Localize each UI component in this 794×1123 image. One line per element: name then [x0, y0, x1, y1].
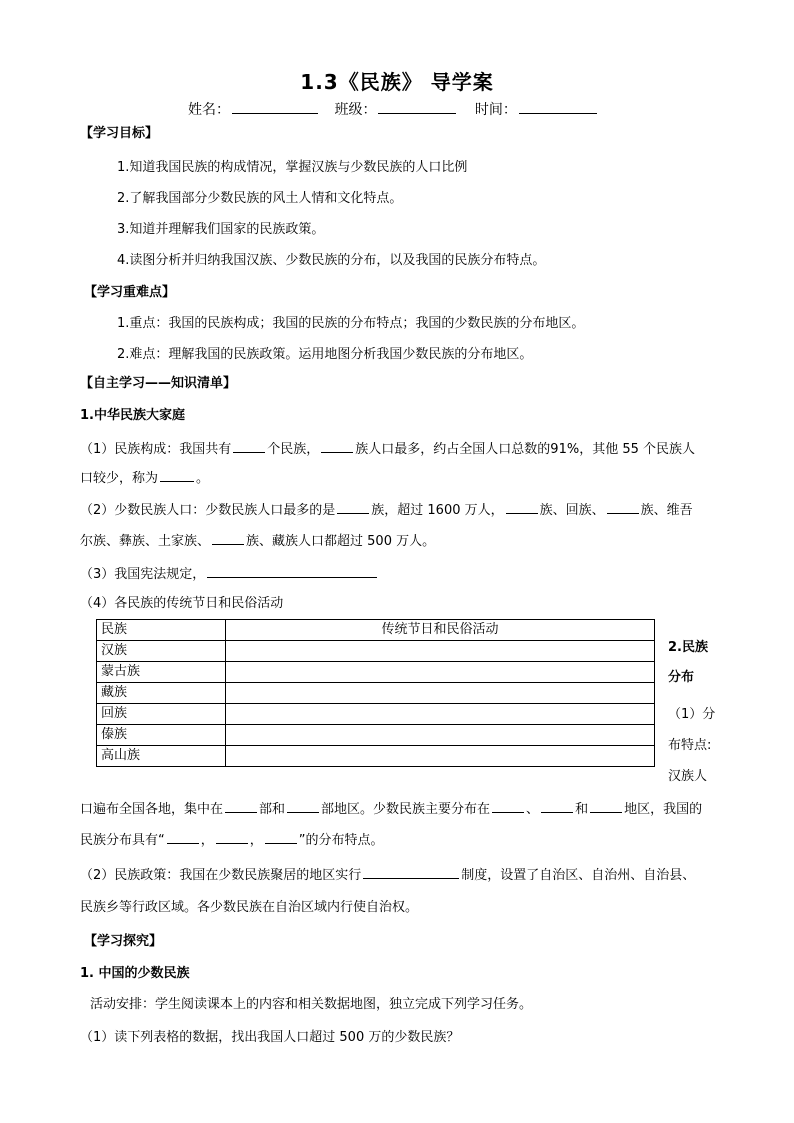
table-header: 民族	[97, 620, 226, 641]
fill-blank[interactable]	[225, 798, 257, 813]
question-text: 民族分布具有“	[80, 833, 165, 848]
question-text: 、	[526, 802, 540, 817]
side-text: 汉族人	[668, 769, 708, 784]
question-text: ，	[249, 833, 263, 848]
table-row	[97, 683, 655, 704]
question-text: 尔族、彝族、土家族、	[80, 534, 211, 549]
objective-item: 3.知道并理解我们国家的民族政策。	[117, 222, 325, 237]
question-text: 族，超过 1600 万人，	[371, 503, 504, 518]
question-text: ”的分布特点。	[298, 833, 384, 848]
table-header-row	[97, 620, 655, 641]
ethnic-cell: 高山族	[97, 746, 226, 767]
side-text: 布特点:	[668, 738, 712, 753]
ethnic-cell: 回族	[97, 704, 226, 725]
question-text: 口遍布全国各地，集中在	[80, 802, 224, 817]
fill-blank[interactable]	[212, 530, 244, 545]
time-label: 时间：	[474, 102, 517, 118]
objective-item: 2.了解我国部分少数民族的风土人情和文化特点。	[117, 191, 403, 206]
class-blank[interactable]	[378, 99, 456, 114]
section-title: 1.中华民族大家庭	[80, 408, 185, 423]
fill-blank[interactable]	[363, 864, 459, 879]
table-row	[97, 725, 655, 746]
ethnic-cell: 傣族	[97, 725, 226, 746]
name-blank[interactable]	[232, 99, 318, 114]
answer-cell[interactable]	[226, 746, 655, 767]
question-line	[80, 530, 435, 552]
section-title: 2.民族	[668, 640, 708, 655]
fill-blank[interactable]	[321, 438, 353, 453]
question-text: 个民族，	[267, 442, 320, 457]
class-label: 班级：	[334, 102, 377, 118]
section-title: 1. 中国的少数民族	[80, 966, 190, 981]
question-text: 和	[575, 802, 589, 817]
question-text: ，	[200, 833, 214, 848]
fill-blank[interactable]	[590, 798, 622, 813]
objectives-heading: 【学习目标】	[80, 126, 159, 141]
question-line	[80, 864, 695, 886]
fill-blank[interactable]	[337, 499, 369, 514]
ethnic-cell: 汉族	[97, 641, 226, 662]
table-row	[97, 746, 655, 767]
fill-blank[interactable]	[287, 798, 319, 813]
time-blank[interactable]	[519, 99, 597, 114]
keypoint-item: 1.重点：我国的民族构成；我国的民族的分布特点；我国的少数民族的分布地区。	[117, 316, 585, 331]
table-row	[97, 704, 655, 725]
answer-cell[interactable]	[226, 704, 655, 725]
answer-cell[interactable]	[226, 725, 655, 746]
question-text: 族、藏族人口都超过 500 万人。	[246, 534, 436, 549]
question-text: 地区，我国的	[624, 802, 703, 817]
objective-item: 4.读图分析并归纳我国汉族、少数民族的分布，以及我国的民族分布特点。	[117, 253, 546, 268]
question-text: （4）各民族的传统节日和民俗活动	[80, 596, 284, 611]
question-text: 部地区。少数民族主要分布在	[321, 802, 491, 817]
ethnic-cell: 藏族	[97, 683, 226, 704]
question-line	[80, 563, 379, 585]
question-text: （3）我国宪法规定，	[80, 567, 206, 582]
table-row	[97, 641, 655, 662]
question-text: 族、维吾	[640, 503, 693, 518]
table-row	[97, 662, 655, 683]
fill-blank[interactable]	[207, 563, 377, 578]
explore-heading: 【学习探究】	[84, 934, 163, 949]
question-text: （1）读下列表格的数据，找出我国人口超过 500 万的少数民族？	[80, 1030, 460, 1045]
answer-cell[interactable]	[226, 641, 655, 662]
question-text: 族、回族、	[539, 503, 605, 518]
question-text: 口较少，称为	[80, 471, 159, 486]
question-text: 族人口最多，约占全国人口总数的91%，其他 55 个民族人	[355, 442, 695, 457]
fill-blank[interactable]	[265, 829, 297, 844]
activity-text: 活动安排：学生阅读课本上的内容和相关数据地图，独立完成下列学习任务。	[90, 997, 533, 1012]
fill-blank[interactable]	[506, 499, 538, 514]
self-study-heading: 【自主学习——知识清单】	[80, 376, 237, 391]
question-text: 民族乡等行政区域。各少数民族在自治区域内行使自治权。	[80, 900, 419, 915]
question-text: 制度，设置了自治区、自治州、自治县、	[461, 868, 696, 883]
fill-blank[interactable]	[216, 829, 248, 844]
keypoints-heading: 【学习重难点】	[84, 285, 176, 300]
answer-cell[interactable]	[226, 683, 655, 704]
page-title: 1.3《民族》 导学案	[300, 70, 494, 94]
question-text: （2）少数民族人口：少数民族人口最多的是	[80, 503, 336, 518]
question-line	[80, 499, 693, 521]
question-line	[80, 798, 702, 820]
question-text: 。	[196, 471, 210, 486]
section-title: 分布	[668, 670, 695, 685]
question-text: （1）民族构成：我国共有	[80, 442, 232, 457]
ethnic-cell: 蒙古族	[97, 662, 226, 683]
question-line	[80, 829, 384, 851]
question-text: 部和	[259, 802, 286, 817]
festival-table	[96, 619, 655, 767]
fill-blank[interactable]	[160, 467, 194, 482]
fill-blank[interactable]	[541, 798, 573, 813]
question-line	[80, 438, 695, 460]
name-label: 姓名：	[188, 102, 230, 118]
fill-blank[interactable]	[167, 829, 199, 844]
keypoint-item: 2.难点：理解我国的民族政策。运用地图分析我国少数民族的分布地区。	[117, 347, 533, 362]
question-line	[80, 467, 209, 489]
fill-blank[interactable]	[233, 438, 265, 453]
table-header: 传统节日和民俗活动	[226, 620, 655, 641]
fill-blank[interactable]	[607, 499, 639, 514]
question-text: （2）民族政策：我国在少数民族聚居的地区实行	[80, 868, 362, 883]
answer-cell[interactable]	[226, 662, 655, 683]
fill-blank[interactable]	[492, 798, 524, 813]
objective-item: 1.知道我国民族的构成情况，掌握汉族与少数民族的人口比例	[117, 160, 468, 175]
student-info-line	[188, 99, 599, 119]
side-text: （1）分	[668, 707, 716, 722]
